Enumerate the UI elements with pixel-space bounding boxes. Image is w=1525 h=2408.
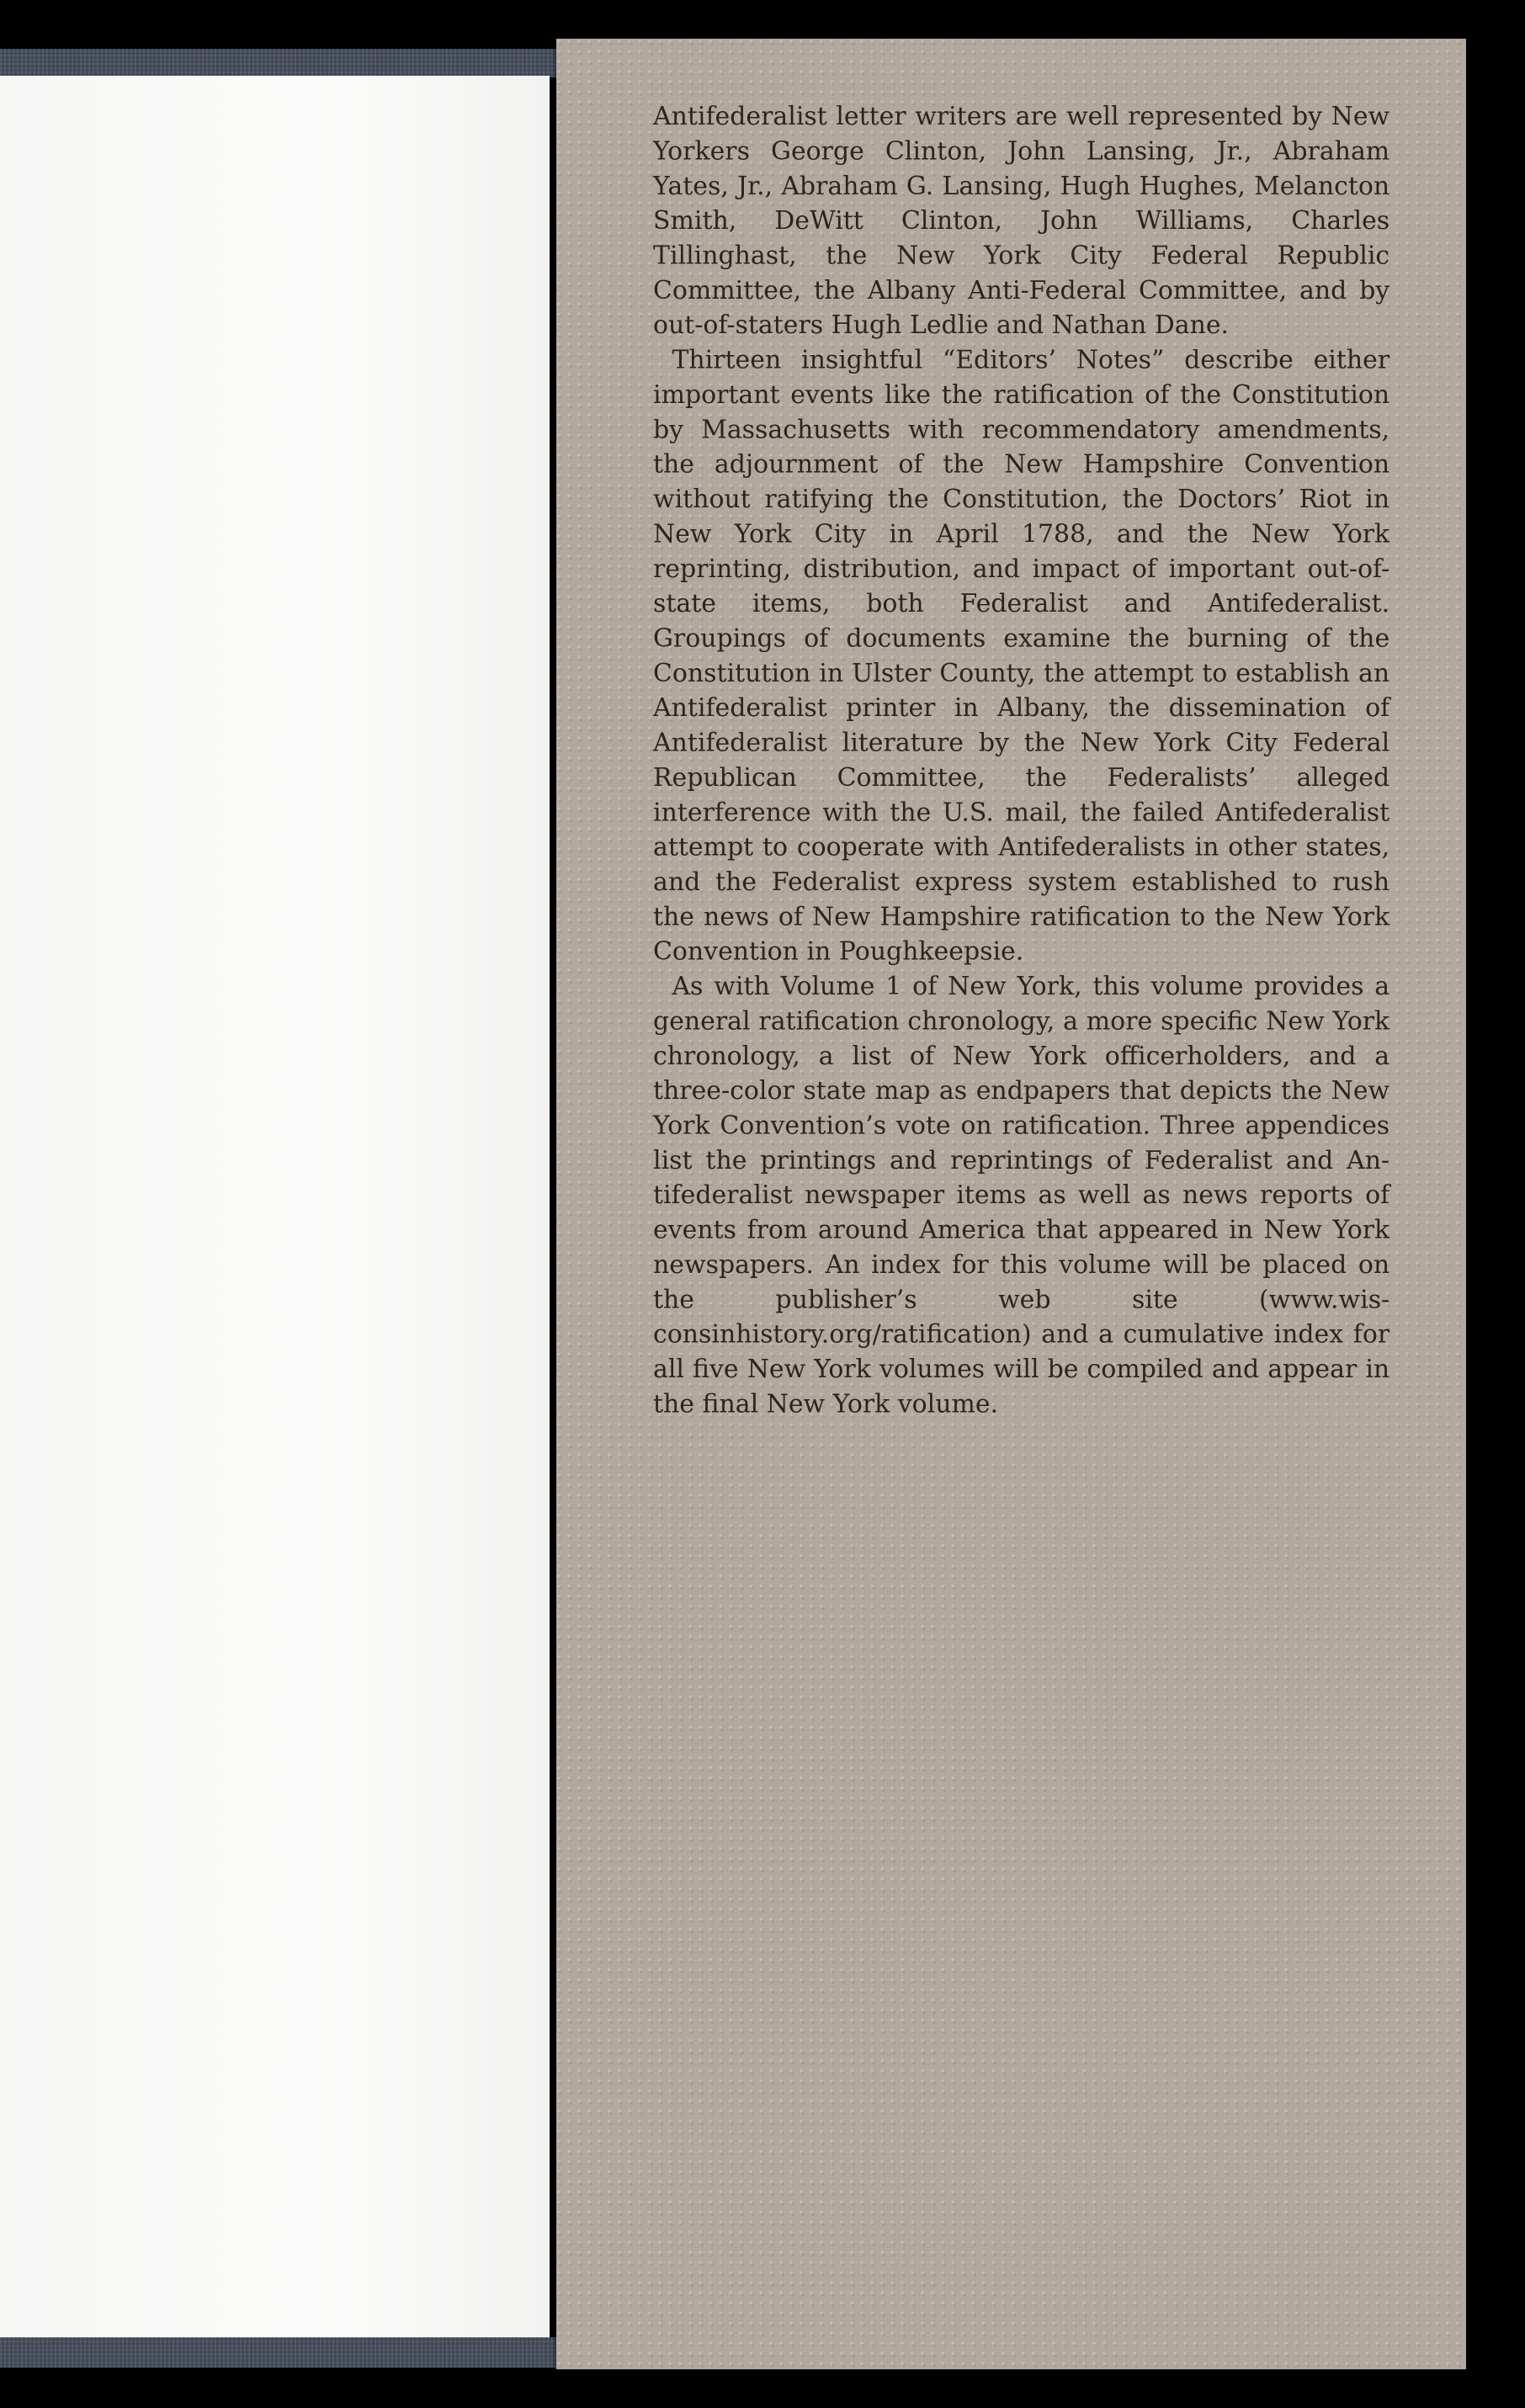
flap-copy [653,99,1390,1422]
flap-paragraph-editors-notes: Thirteen insightful “Editors’ Notes” describe either important events like the ratification of the Constitution by Massachusetts with recommendatory amendments, the adjournment of the New Hampshire Convention without ratifying the Constitution, the Doctors’ Riot in New York City in April 1788, and the New York reprinting, distribution, and impact of important out-of-state items, both Federalist and Antifederalist. Groupings of documents examine the burning of the Constitution in Ulster County, the attempt to establish an Antifederalist printer in Albany, the dissemination of Antifederalist literature by the New York City Federal Republican Committee, the Federalists’ alleged interference with the U.S. mail, the failed Antifederalist attempt to cooperate with Antifederalists in other states, and the Federalist express system established to rush the news of New Hampshire ratification to the New York Convention in Poughkeepsie. [653,344,1390,967]
flap-paragraph-volume-contents: As with Volume 1 of New York, this volume provides a general ratification chronology, a more specific New York chronology, a list of New York officerholders, and a three-color state map as endpapers that depicts the New York Convention’s vote on ratification. Three appendices list the printings and reprintings of Federalist and Antifederalist newspaper items as well as news reports of events from around America that appeared in New York newspapers. An index for this volume will be placed on the publisher’s web site (www.wisconsinhistory.org/ratification) and a cumulative index for all five New York volumes will be compiled and appear in the final New York volume. [653,970,1390,1419]
cover-cloth-bottom-edge [0,2337,560,2368]
dust-jacket-flap [556,39,1466,2369]
flap-paragraph-letter-writers: Antifederalist letter writers are well represented by New Yorkers George Clinton, John Lansing, Jr., Abraham Yates, Jr., Abraham G. Lansing, Hugh Hughes, Melancton Smith, DeWitt Clinton, John Williams, Charles Tillinghast, the New York City Federal Republic Committee, the Albany Anti-Federal Committee, and by out-of-staters Hugh Ledlie and Nathan Dane. [653,100,1390,340]
cover-cloth-top-edge [0,49,560,77]
endpaper-page [0,76,550,2337]
